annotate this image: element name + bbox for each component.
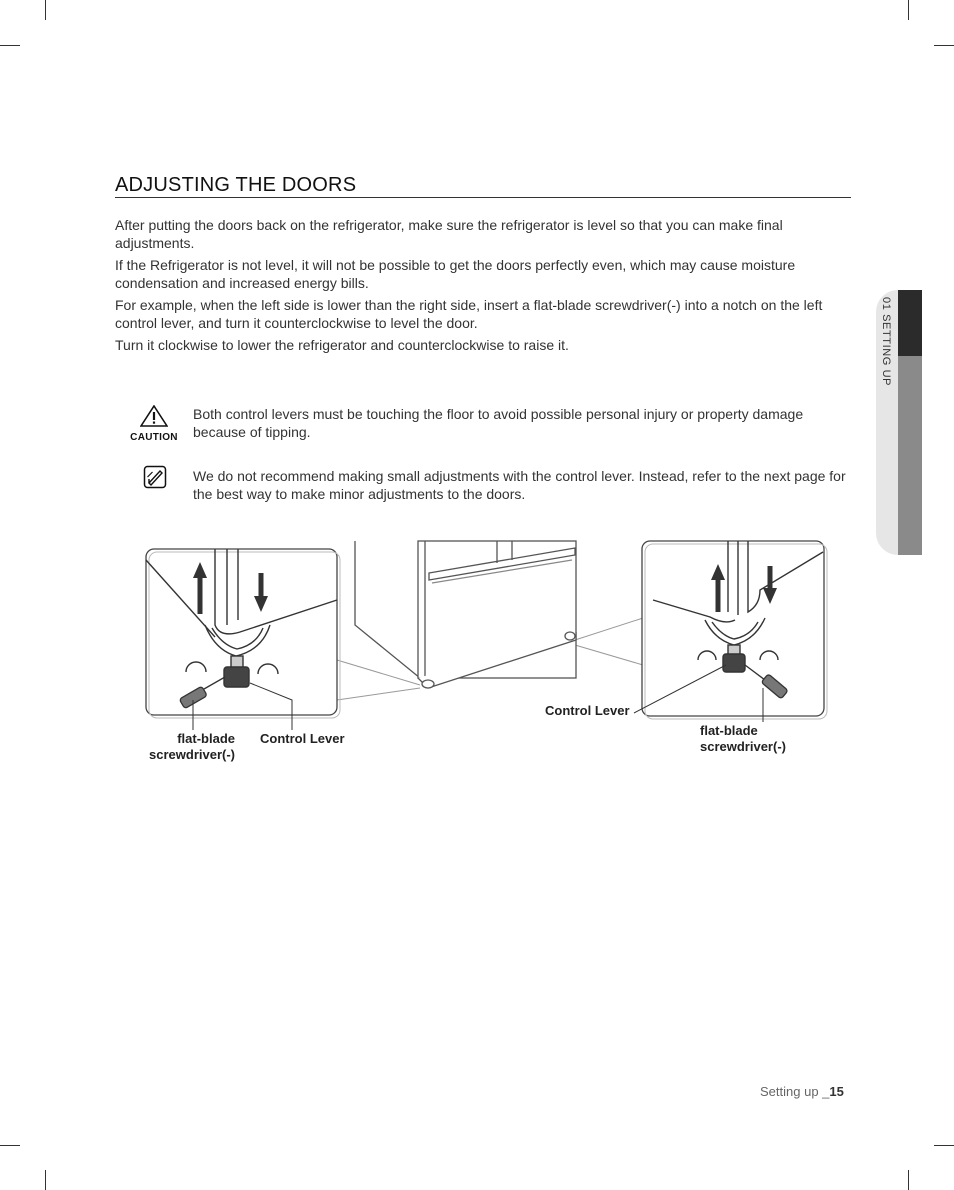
left-control-lever-label: Control Lever: [260, 731, 345, 746]
right-screwdriver-label-line2: screwdriver(-): [700, 739, 786, 754]
crop-mark: [934, 1145, 954, 1146]
section-title: ADJUSTING THE DOORS: [115, 174, 357, 196]
page-footer: [760, 1084, 844, 1099]
note-text: We do not recommend making small adjustments with the control lever. Instead, refer to the next page for the best way to make minor adjustments to the doors.: [193, 468, 846, 502]
footer-text: Setting up _: [760, 1084, 830, 1099]
paragraph: Turn it clockwise to lower the refrigerator and counterclockwise to raise it.: [115, 337, 569, 353]
left-screwdriver-label: [145, 731, 235, 763]
right-screwdriver-label-line1: flat-blade: [700, 723, 758, 738]
paragraph: If the Refrigerator is not level, it will not be possible to get the doors perfectly even, which may cause moisture condensation and increased energy bills.: [115, 257, 796, 291]
right-screwdriver-label: [700, 723, 786, 755]
chapter-tab-label: 01 SETTING UP: [880, 297, 892, 387]
crop-mark: [0, 1145, 20, 1146]
left-screwdriver-label-line1: flat-blade: [177, 731, 235, 746]
left-screwdriver-label-line2: screwdriver(-): [149, 747, 235, 762]
caution-label: CAUTION: [130, 432, 178, 443]
left-inset-panel: [146, 549, 340, 730]
crop-mark: [908, 1170, 909, 1190]
paragraph: After putting the doors back on the refrigerator, make sure the refrigerator is level so that you can make final adjustments.: [115, 217, 783, 251]
right-control-lever-label: Control Lever: [545, 703, 630, 718]
paragraph: For example, when the left side is lower than the right side, insert a flat-blade screwdriver(-) into a notch on the left control lever, and turn it counterclockwise to level the door.: [115, 297, 823, 331]
right-inset-panel: [634, 541, 827, 722]
caution-text: Both control levers must be touching the floor to avoid possible personal injury or property damage because of tipping.: [193, 406, 804, 440]
crop-mark: [45, 1170, 46, 1190]
page-number: 15: [829, 1084, 844, 1099]
